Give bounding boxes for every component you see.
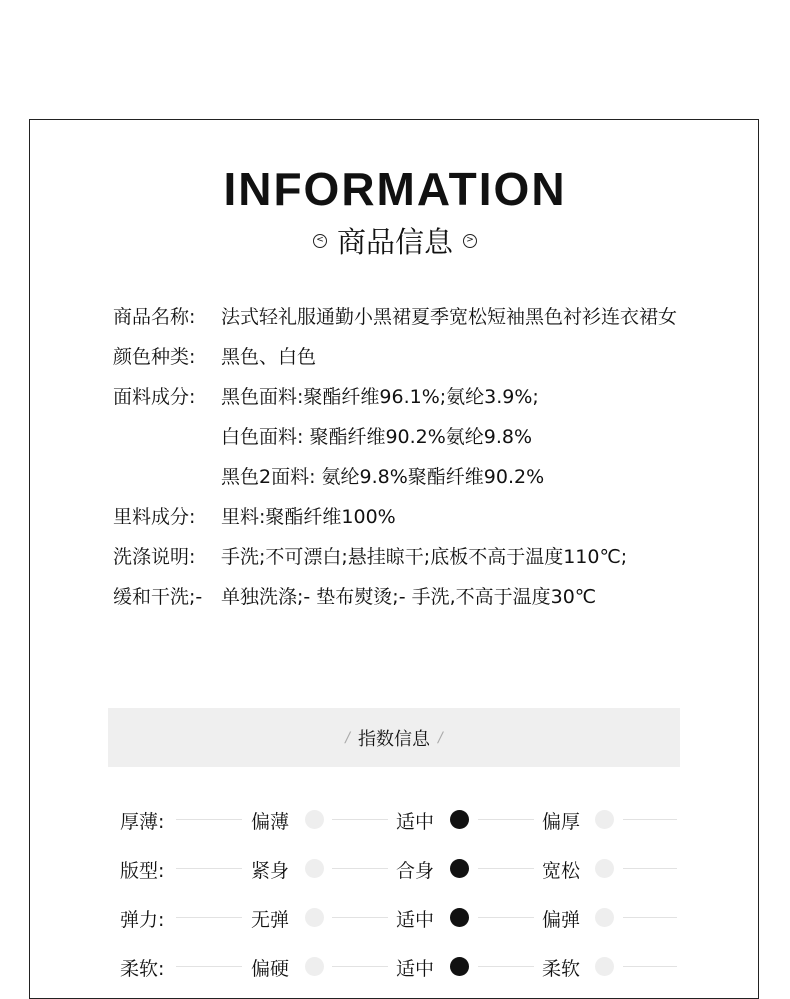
divider-line bbox=[176, 966, 242, 967]
indicator-dot-icon bbox=[595, 810, 614, 829]
info-value: 手洗;不可漂白;悬挂晾干;底板不高于温度110℃; bbox=[221, 546, 628, 568]
info-value: 黑色2面料: 氨纶9.8%聚酯纤维90.2% bbox=[221, 466, 545, 488]
slash-right: / bbox=[438, 729, 443, 746]
metric-row-fit bbox=[120, 844, 680, 893]
info-label: 缓和干洗;- bbox=[113, 586, 203, 608]
metric-label: 版型: bbox=[120, 860, 165, 882]
info-row-fabric bbox=[113, 377, 713, 417]
metric-option: 紧身 bbox=[251, 860, 290, 882]
info-value: 法式轻礼服通勤小黑裙夏季宽松短袖黑色衬衫连衣裙女 bbox=[221, 306, 678, 328]
indicator-dot-icon bbox=[305, 810, 324, 829]
metric-option: 适中 bbox=[396, 811, 435, 833]
divider-line bbox=[478, 819, 534, 820]
metric-option: 偏硬 bbox=[251, 958, 290, 980]
metric-option: 偏厚 bbox=[542, 811, 581, 833]
indicator-dot-icon bbox=[450, 810, 469, 829]
info-label: 颜色种类: bbox=[113, 346, 196, 368]
title-cn-row bbox=[0, 220, 790, 261]
info-value: 单独洗涤;- 垫布熨烫;- 手洗,不高于温度30℃ bbox=[221, 586, 597, 608]
info-value: 黑色面料:聚酯纤维96.1%;氨纶3.9%; bbox=[221, 386, 539, 408]
index-metrics bbox=[120, 795, 680, 991]
metric-row-thickness bbox=[120, 795, 680, 844]
info-row-lining bbox=[113, 497, 713, 537]
metric-option: 偏薄 bbox=[251, 811, 290, 833]
metric-option: 柔软 bbox=[542, 958, 581, 980]
index-title: 指数信息 bbox=[358, 728, 430, 750]
product-info bbox=[113, 297, 713, 617]
indicator-dot-icon bbox=[450, 908, 469, 927]
info-label: 商品名称: bbox=[113, 306, 196, 328]
divider-line bbox=[176, 819, 242, 820]
info-label: 洗涤说明: bbox=[113, 546, 196, 568]
divider-line bbox=[332, 819, 388, 820]
metric-label: 弹力: bbox=[120, 909, 165, 931]
slash-left: / bbox=[345, 729, 350, 746]
metric-option: 无弹 bbox=[251, 909, 290, 931]
indicator-dot-icon bbox=[450, 957, 469, 976]
metric-option: 合身 bbox=[396, 860, 435, 882]
indicator-dot-icon bbox=[595, 859, 614, 878]
metric-row-elasticity bbox=[120, 893, 680, 942]
info-value: 黑色、白色 bbox=[221, 346, 317, 368]
title-en: INFORMATION bbox=[223, 163, 567, 215]
metric-label: 柔软: bbox=[120, 958, 165, 980]
info-row-name bbox=[113, 297, 713, 337]
divider-line bbox=[623, 917, 677, 918]
divider-line bbox=[623, 868, 677, 869]
info-row-fabric-2 bbox=[113, 417, 713, 457]
divider-line bbox=[332, 966, 388, 967]
index-header bbox=[108, 708, 680, 767]
metric-option: 适中 bbox=[396, 909, 435, 931]
metric-label: 厚薄: bbox=[120, 811, 165, 833]
indicator-dot-icon bbox=[595, 908, 614, 927]
info-label: 面料成分: bbox=[113, 386, 196, 408]
info-value: 里料:聚酯纤维100% bbox=[221, 506, 396, 528]
info-row-wash bbox=[113, 537, 713, 577]
indicator-dot-icon bbox=[305, 957, 324, 976]
metric-option: 偏弹 bbox=[542, 909, 581, 931]
indicator-dot-icon bbox=[305, 859, 324, 878]
divider-line bbox=[176, 917, 242, 918]
info-row-color bbox=[113, 337, 713, 377]
metric-option: 适中 bbox=[396, 958, 435, 980]
divider-line bbox=[478, 966, 534, 967]
indicator-dot-icon bbox=[595, 957, 614, 976]
info-label: 里料成分: bbox=[113, 506, 196, 528]
divider-line bbox=[332, 868, 388, 869]
right-arrow-icon: > bbox=[463, 234, 477, 248]
divider-line bbox=[623, 819, 677, 820]
indicator-dot-icon bbox=[450, 859, 469, 878]
metric-row-softness bbox=[120, 942, 680, 991]
divider-line bbox=[332, 917, 388, 918]
divider-line bbox=[478, 868, 534, 869]
divider-line bbox=[478, 917, 534, 918]
indicator-dot-icon bbox=[305, 908, 324, 927]
divider-line bbox=[623, 966, 677, 967]
divider-line bbox=[176, 868, 242, 869]
info-row-fabric-3 bbox=[113, 457, 713, 497]
info-row-dryclean bbox=[113, 577, 713, 617]
info-value: 白色面料: 聚酯纤维90.2%氨纶9.8% bbox=[221, 426, 533, 448]
metric-option: 宽松 bbox=[542, 860, 581, 882]
title-cn: 商品信息 bbox=[336, 225, 453, 259]
left-arrow-icon: < bbox=[313, 234, 327, 248]
